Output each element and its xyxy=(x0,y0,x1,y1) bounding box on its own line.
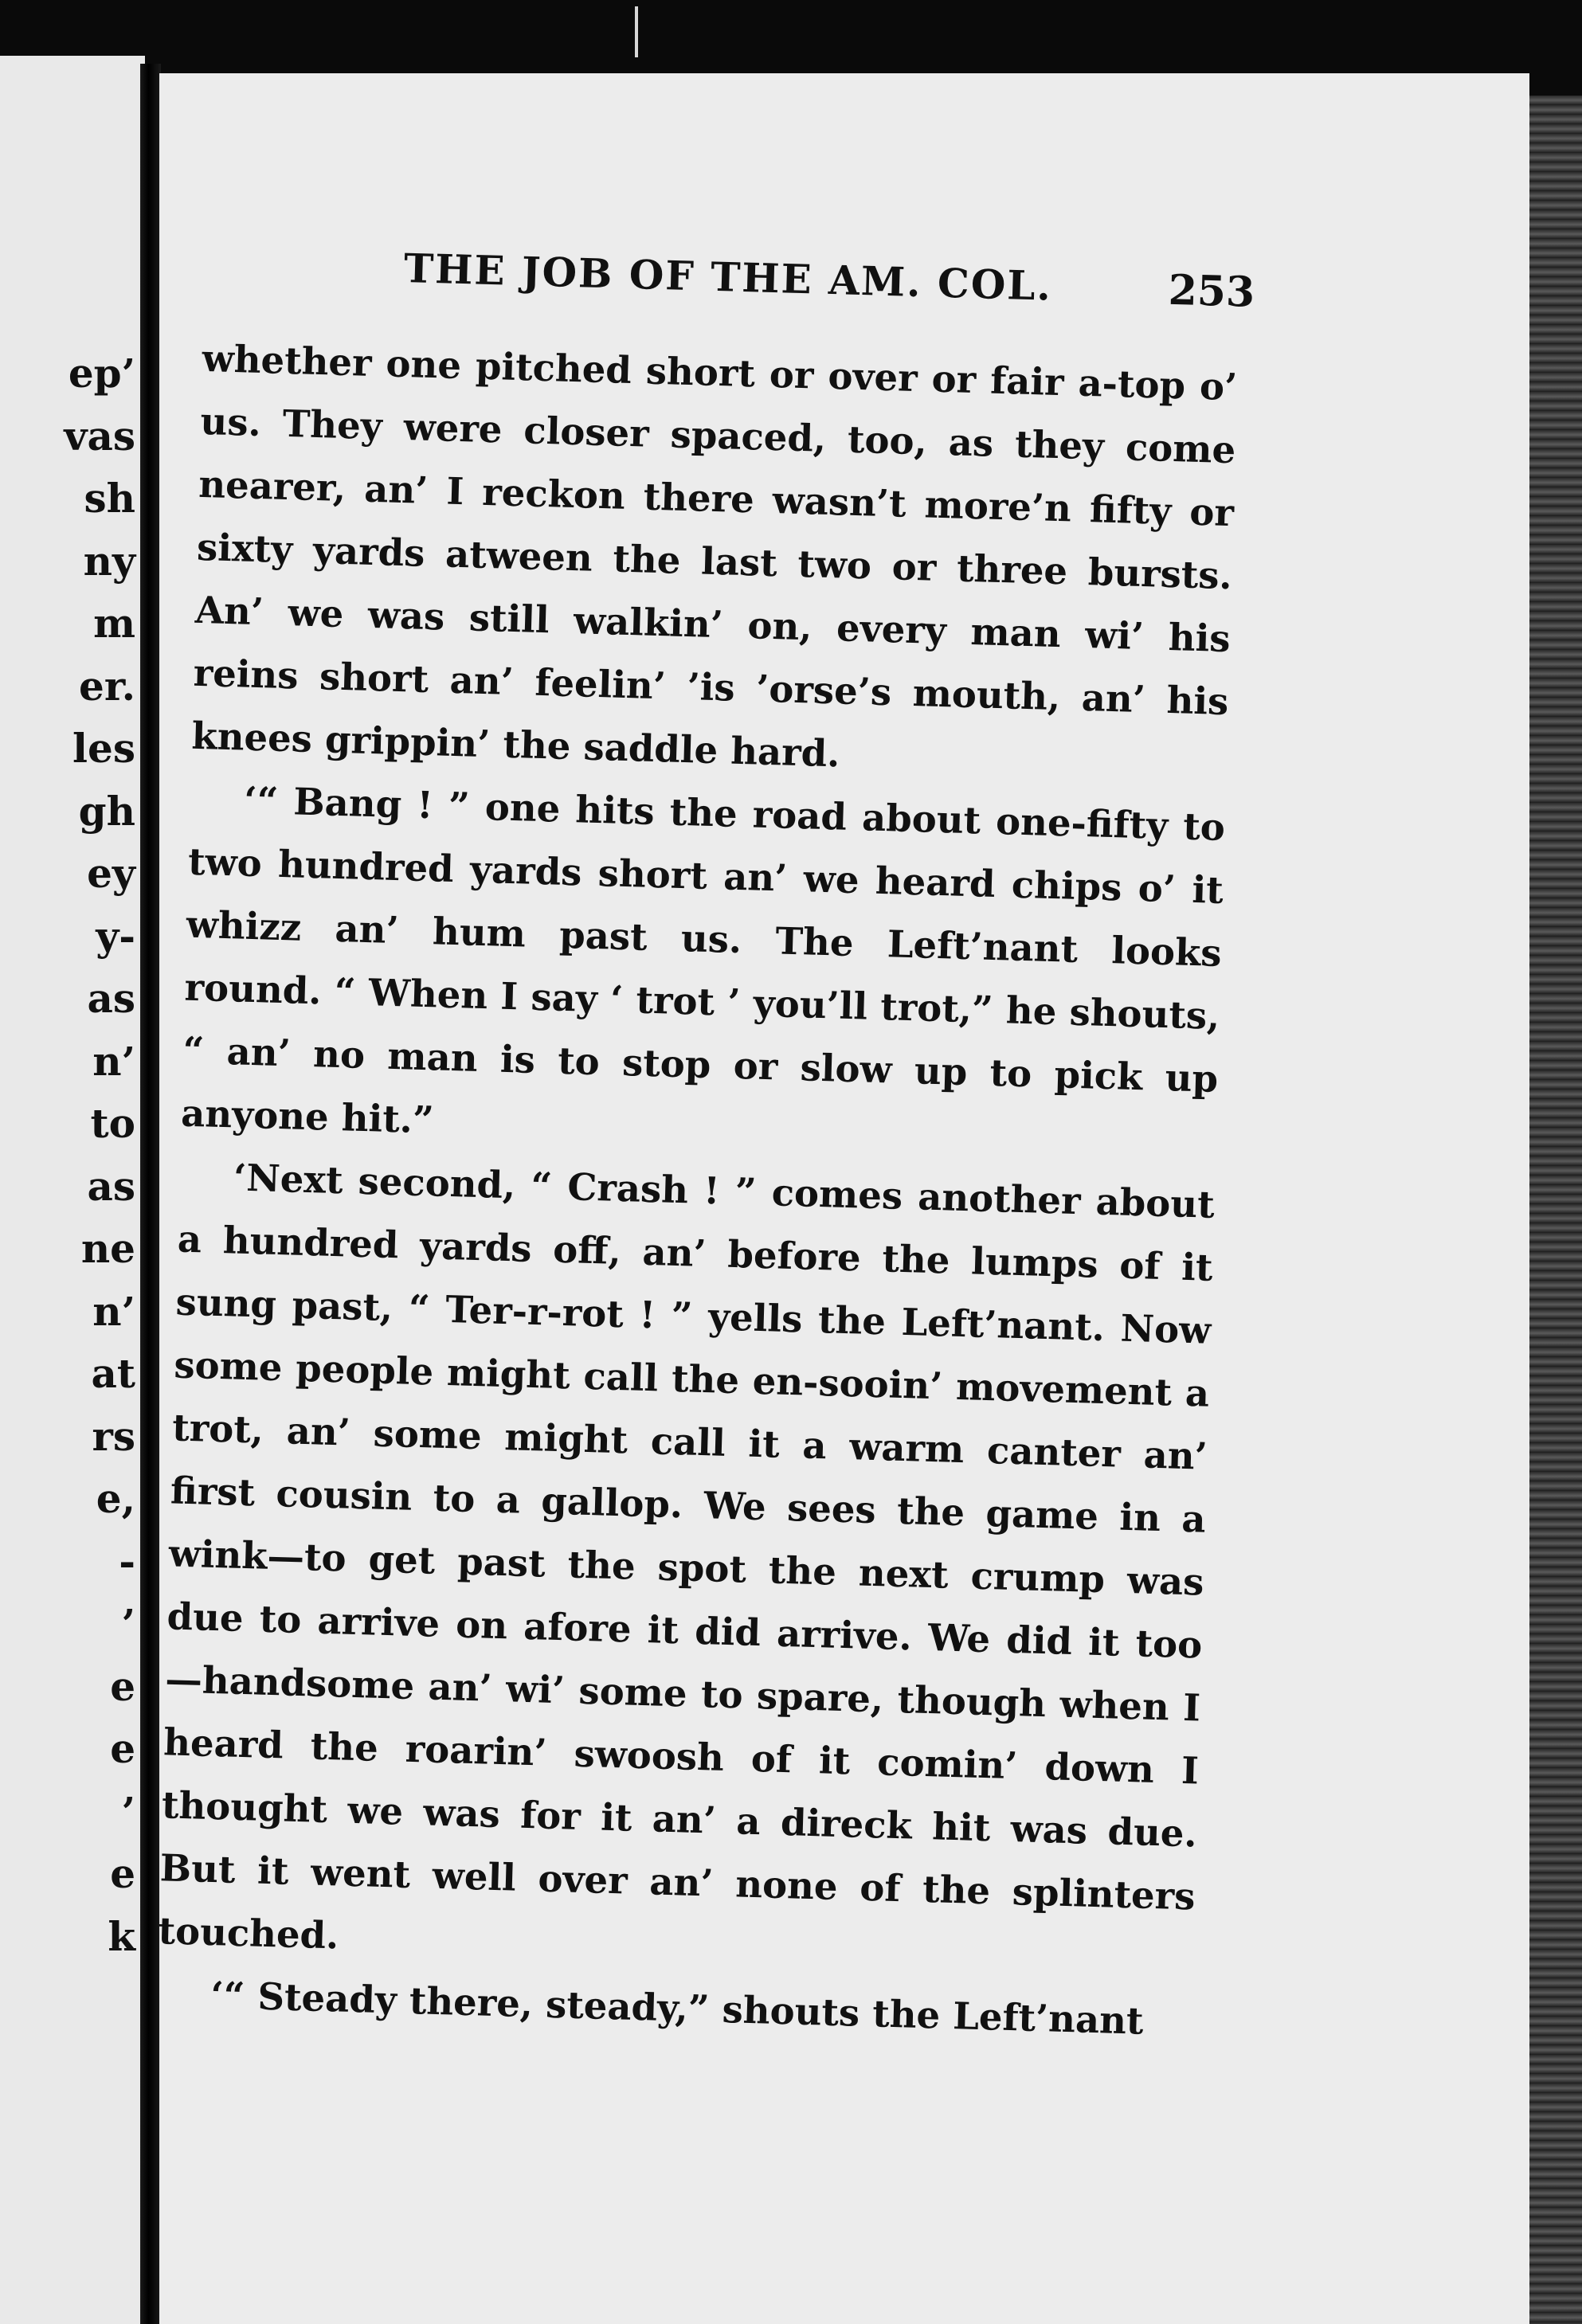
facing-line: gh xyxy=(78,787,135,835)
facing-line: n’ xyxy=(92,1287,135,1335)
facing-line: n’ xyxy=(92,1037,135,1085)
facing-line: at xyxy=(91,1350,135,1397)
page-content xyxy=(155,239,1256,2053)
facing-line: k xyxy=(108,1912,135,1960)
facing-line: e xyxy=(110,1725,135,1772)
running-title: THE JOB OF THE AM. COL. xyxy=(403,244,1053,310)
paragraph: ‘“ Steady there, steady,” shouts the Left’nant xyxy=(209,1973,1145,2043)
facing-line: y- xyxy=(96,912,135,960)
body-text xyxy=(155,327,1238,2053)
facing-line: ep’ xyxy=(68,350,135,397)
paragraph: whether one pitched short or over or fair a-top o’ us. They were closer spaced, too, as they come nearer, an’ I reckon there wasn’t more’n fifty or sixty yards atween the last two or three bursts. An’ we was still walkin’ on, every man wi’ his reins short an’ feelin’ ’is ’orse’s mouth, an’ his knees grippin’ the saddle hard. xyxy=(190,335,1239,776)
page-number: 253 xyxy=(1167,265,1256,317)
facing-line: ne xyxy=(80,1225,135,1272)
facing-line: er. xyxy=(79,662,135,710)
facing-line: m xyxy=(93,600,135,647)
paragraph: ‘Next second, “ Crash ! ” comes another about a hundred yards off, an’ before the lumps of it sung past, “ Ter-r-rot ! ” yells the Left’nant. Now some people might call the en-sooin’ movement a trot, an’ some might call it a warm canter an’ first cousin to a gallop. We sees the game in a wink—to get past the spot the next crump was due to arrive on afore it did arrive. We did it too—handsome an’ wi’ some to spare, though when I heard the roarin’ swoosh of it comin’ down I thought we was for it an’ a direck hit was due. But it went well over an’ none of the splinters touched. xyxy=(157,1155,1216,1958)
scan-mark xyxy=(635,6,638,57)
facing-line: ny xyxy=(83,537,135,585)
paragraph: ‘“ Bang ! ” one hits the road about one-fifty to two hundred yards short an’ we heard chips o’ it whizz an’ hum past us. The Left’nant looks round. “ When I say ‘ trot ’ you’ll trot,” he shouts, “ an’ no man is to stop or slow up to pick up anyone hit.” xyxy=(180,777,1226,1142)
facing-line: to xyxy=(90,1100,135,1147)
facing-line: as xyxy=(87,975,135,1022)
facing-page-text xyxy=(64,342,135,1968)
facing-line: as xyxy=(87,1162,135,1210)
facing-line: les xyxy=(72,725,135,772)
facing-line: e xyxy=(110,1850,135,1897)
facing-line: e, xyxy=(96,1475,135,1522)
facing-line: vas xyxy=(64,412,135,460)
facing-line: - xyxy=(119,1537,135,1585)
facing-line: ’ xyxy=(121,1600,135,1647)
facing-page-left xyxy=(0,56,145,2324)
facing-line: e xyxy=(110,1662,135,1710)
facing-line: ey xyxy=(87,850,135,897)
page-edge xyxy=(1529,96,1582,2324)
facing-line: sh xyxy=(84,475,135,522)
facing-line: ’ xyxy=(121,1787,135,1835)
facing-line: rs xyxy=(92,1412,135,1460)
